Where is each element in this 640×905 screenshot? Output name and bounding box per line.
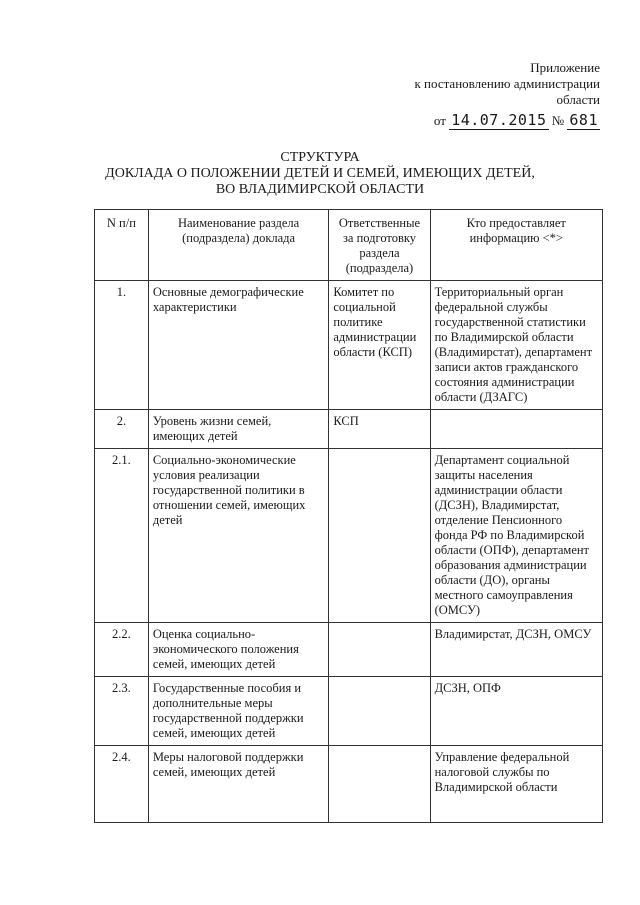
- table-row: [95, 410, 603, 449]
- row-info-provider: Управление федеральной налоговой службы по Владимирской области: [430, 746, 602, 823]
- row-info-provider: Владимирстат, ДСЗН, ОМСУ: [430, 623, 602, 677]
- row-number: 2.4.: [95, 746, 149, 823]
- row-info-provider: ДСЗН, ОПФ: [430, 677, 602, 746]
- row-responsible: КСП: [329, 410, 430, 449]
- row-section-name: Социально-экономические условия реализации государственной политики в отношении семей, имеющих детей: [148, 449, 329, 623]
- row-number: 2.3.: [95, 677, 149, 746]
- appendix-line-1: Приложение: [530, 60, 600, 75]
- table-row: [95, 281, 603, 410]
- row-section-name: Государственные пособия и дополнительные меры государственной поддержки семей, имеющих детей: [148, 677, 329, 746]
- ot-label: от: [433, 113, 446, 128]
- header-section-name: Наименование раздела (подраздела) доклада: [148, 210, 329, 281]
- row-info-provider: [430, 410, 602, 449]
- row-responsible: [329, 623, 430, 677]
- table-row: [95, 623, 603, 677]
- table-header-row: [95, 210, 603, 281]
- header-info-provider: Кто предоставляет информацию <*>: [430, 210, 602, 281]
- table-row: [95, 746, 603, 823]
- row-info-provider: Территориальный орган федеральной службы государственной статистики по Владимирской области (Владимирстат), департамент записи актов гражданского состояния администрации области (ДЗАГС): [430, 281, 602, 410]
- document-title: [0, 150, 640, 198]
- row-section-name: Уровень жизни семей, имеющих детей: [148, 410, 329, 449]
- row-number: 2.: [95, 410, 149, 449]
- row-number: 2.2.: [95, 623, 149, 677]
- row-section-name: Основные демографические характеристики: [148, 281, 329, 410]
- appendix-header: [414, 60, 600, 129]
- row-responsible: Комитет по социальной политике администрации области (КСП): [329, 281, 430, 410]
- structure-table: [94, 209, 603, 823]
- row-section-name: Меры налоговой поддержки семей, имеющих детей: [148, 746, 329, 823]
- decree-reference: [414, 112, 600, 129]
- decree-number: 681: [569, 111, 598, 129]
- row-info-provider: Департамент социальной защиты населения администрации области (ДСЗН), Владимирстат, отделение Пенсионного фонда РФ по Владимирской области (ОПФ), департамент образования администрации области (ДО), органы местного самоуправления (ОМСУ): [430, 449, 602, 623]
- appendix-line-2: к постановлению администрации: [414, 76, 600, 91]
- row-responsible: [329, 746, 430, 823]
- title-line-3: ВО ВЛАДИМИРСКОЙ ОБЛАСТИ: [215, 182, 425, 197]
- table-row: [95, 677, 603, 746]
- row-number: 1.: [95, 281, 149, 410]
- row-responsible: [329, 449, 430, 623]
- decree-date: 14.07.2015: [451, 111, 547, 129]
- header-number: N п/п: [95, 210, 149, 281]
- number-label: №: [551, 113, 565, 128]
- title-line-1: СТРУКТУРА: [280, 150, 360, 165]
- table-row: [95, 449, 603, 623]
- appendix-line-3: области: [556, 92, 600, 107]
- row-section-name: Оценка социально-экономического положения семей, имеющих детей: [148, 623, 329, 677]
- row-number: 2.1.: [95, 449, 149, 623]
- header-responsible: Ответственные за подготовку раздела (подраздела): [329, 210, 430, 281]
- row-responsible: [329, 677, 430, 746]
- title-line-2: ДОКЛАДА О ПОЛОЖЕНИИ ДЕТЕЙ И СЕМЕЙ, ИМЕЮЩИХ ДЕТЕЙ,: [105, 166, 535, 181]
